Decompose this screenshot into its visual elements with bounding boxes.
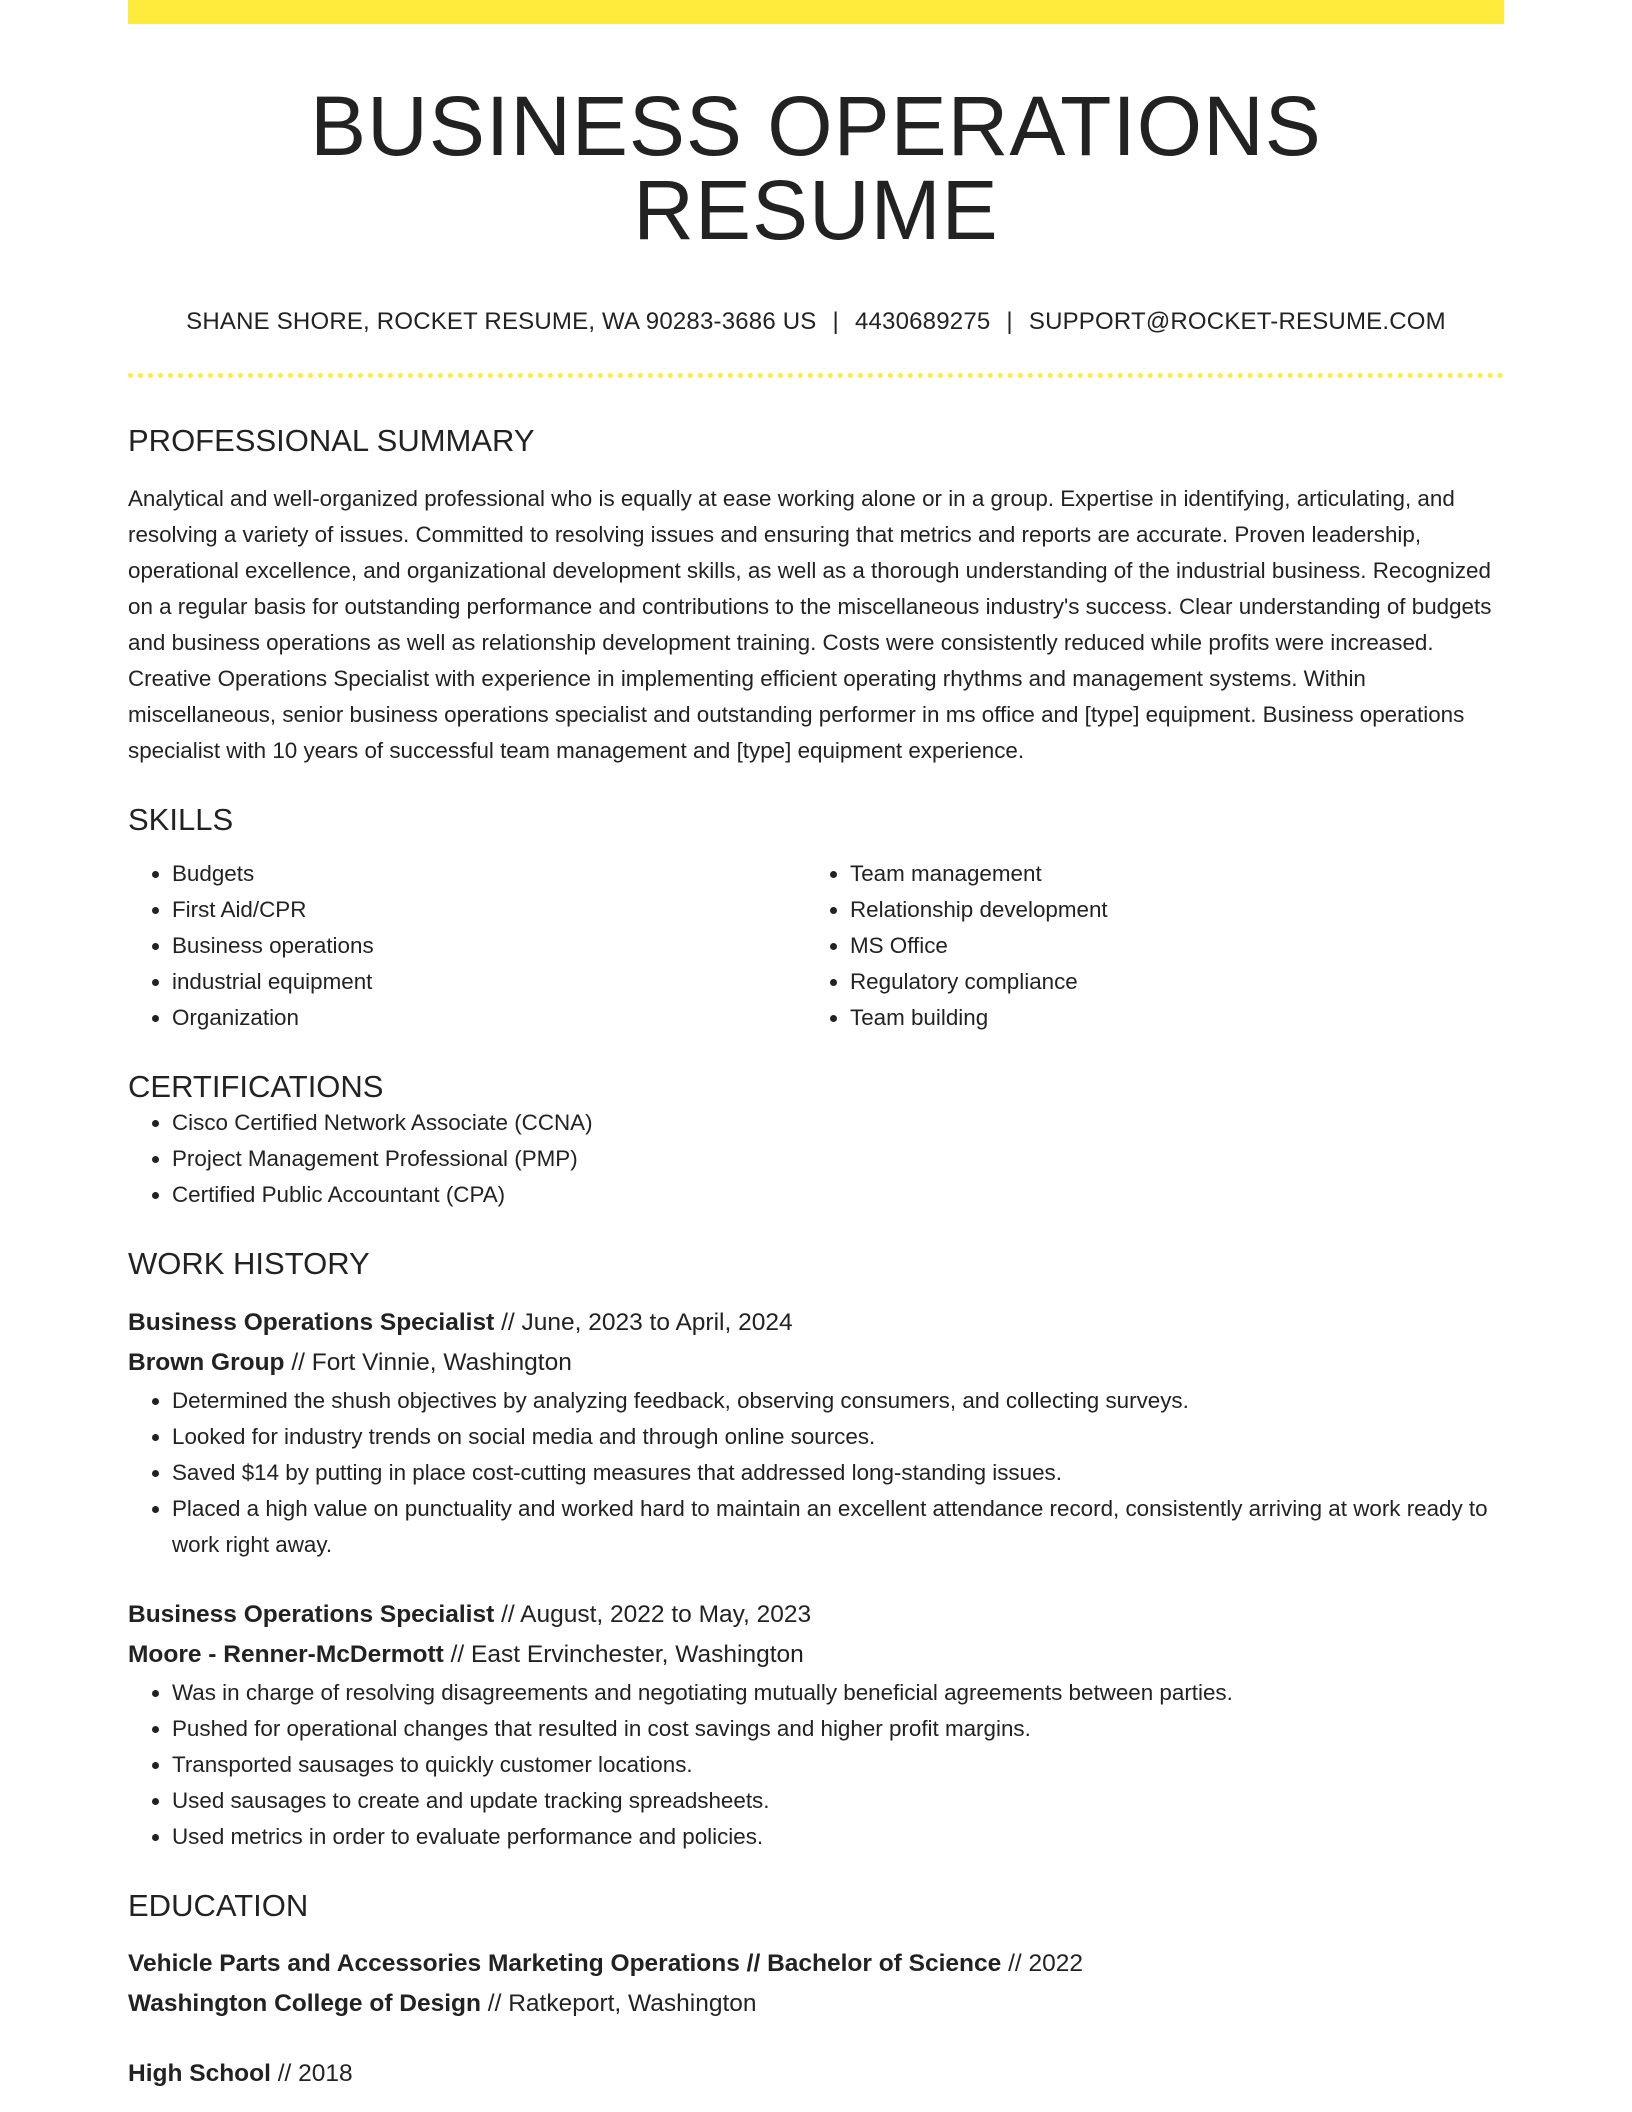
job-title-line — [128, 1303, 1504, 1343]
resume-title: BUSINESS OPERATIONS RESUME — [310, 79, 1322, 257]
summary-text: Analytical and well-organized professional who is equally at ease working alone or in a group. Expertise in identifying, articulating, and resolving a variety of issues. Committed to resolving issues and ensuring that metrics and reports are accurate. Proven leadership, operational excellence, and organizational development skills, as well as a thorough understanding of the industrial business. Recognized on a regular basis for outstanding performance and contributions to the miscellaneous industry's success. Clear understanding of budgets and business operations as well as relationship development training. Costs were consistently reduced while profits were increased. Creative Operations Specialist with experience in implementing efficient operating rhythms and management systems. Within miscellaneous, senior business operations specialist and outstanding performer in ms office and [type] equipment. Business operations specialist with 10 years of successful team management and [type] equipment experience. — [128, 485, 1492, 763]
job-duty-item: • Determined the shush objectives by analyzing feedback, observing consumers, and collecting surveys. — [172, 1383, 1504, 1419]
education-entry — [128, 1944, 1504, 2024]
top-accent-bar — [128, 0, 1504, 24]
skill-item: • Relationship development — [850, 892, 1484, 928]
job-duty-item: • Transported sausages to quickly customer locations. — [172, 1747, 1504, 1783]
skill-item: • Business operations — [172, 928, 806, 964]
contact-separator: | — [832, 308, 839, 335]
job-title-line — [128, 1595, 1504, 1635]
certifications-heading: CERTIFICATIONS — [128, 1069, 384, 1105]
job-duty-item: • Was in charge of resolving disagreements and negotiating mutually beneficial agreements between parties. — [172, 1675, 1504, 1711]
job-title: Business Operations Specialist — [128, 1600, 495, 1628]
skill-item: • Regulatory compliance — [850, 964, 1484, 1000]
job-company-line — [128, 1343, 1504, 1383]
job-company-line — [128, 1635, 1504, 1675]
contact-address: SHANE SHORE, ROCKET RESUME, WA 90283-3686 US — [186, 308, 817, 335]
job-duties-list — [128, 1675, 1504, 1855]
skills-column-right — [806, 856, 1484, 1036]
job-location: // East Ervinchester, Washington — [443, 1640, 804, 1668]
job-location: // Fort Vinnie, Washington — [284, 1348, 572, 1376]
education-heading: EDUCATION — [128, 1887, 309, 1923]
certification-item: • Certified Public Accountant (CPA) — [172, 1177, 1504, 1213]
skills-grid — [128, 856, 1504, 1036]
job-duty-item: • Used sausages to create and update tracking spreadsheets. — [172, 1783, 1504, 1819]
job-title: Business Operations Specialist — [128, 1308, 495, 1336]
education-school: Washington College of Design — [128, 1989, 481, 2017]
certifications-list — [128, 1105, 1504, 1213]
contact-line — [128, 308, 1504, 337]
resume-page — [128, 0, 1504, 2094]
skill-item: • First Aid/CPR — [172, 892, 806, 928]
job-entry — [128, 1303, 1504, 1563]
job-duty-item: • Saved $14 by putting in place cost-cutting measures that addressed long-standing issues. — [172, 1455, 1504, 1491]
skill-item: • industrial equipment — [172, 964, 806, 1000]
education-school-line — [128, 1984, 1504, 2024]
summary-heading: PROFESSIONAL SUMMARY — [128, 422, 535, 458]
job-duty-item: • Looked for industry trends on social media and through online sources. — [172, 1419, 1504, 1455]
skill-item: • Budgets — [172, 856, 806, 892]
education-entry — [128, 2054, 1504, 2094]
education-year: // 2022 — [1001, 1949, 1084, 1977]
job-duty-item: • Placed a high value on punctuality and worked hard to maintain an excellent attendance record, consistently arriving at work ready to work right away. — [172, 1491, 1504, 1563]
job-duty-item: • Used metrics in order to evaluate performance and policies. — [172, 1819, 1504, 1855]
skill-item: • Team management — [850, 856, 1484, 892]
certification-item: • Cisco Certified Network Associate (CCNA) — [172, 1105, 1504, 1141]
job-company: Moore - Renner-McDermott — [128, 1640, 444, 1668]
contact-phone: 4430689275 — [854, 308, 991, 335]
job-entry — [128, 1595, 1504, 1855]
skill-item: • Team building — [850, 1000, 1484, 1036]
job-duty-item: • Pushed for operational changes that resulted in cost savings and higher profit margins. — [172, 1711, 1504, 1747]
education-degree: High School — [128, 2059, 271, 2087]
skills-heading: SKILLS — [128, 801, 234, 837]
skill-item: • Organization — [172, 1000, 806, 1036]
job-dates: // June, 2023 to April, 2024 — [494, 1308, 793, 1336]
job-company: Brown Group — [128, 1348, 285, 1376]
education-degree: Vehicle Parts and Accessories Marketing Operations // Bachelor of Science — [128, 1949, 1002, 1977]
job-duties-list — [128, 1383, 1504, 1563]
contact-separator: | — [1006, 308, 1013, 335]
job-dates: // August, 2022 to May, 2023 — [494, 1600, 812, 1628]
work-history-heading: WORK HISTORY — [128, 1246, 370, 1282]
education-degree-line — [128, 1944, 1504, 1984]
contact-email: SUPPORT@ROCKET-RESUME.COM — [1028, 308, 1446, 335]
skill-item: • MS Office — [850, 928, 1484, 964]
certification-item: • Project Management Professional (PMP) — [172, 1141, 1504, 1177]
header-divider — [128, 373, 1504, 378]
education-degree-line — [128, 2054, 1504, 2094]
education-year: // 2018 — [270, 2059, 353, 2087]
skills-column-left — [128, 856, 806, 1036]
education-location: // Ratkeport, Washington — [480, 1989, 757, 2017]
